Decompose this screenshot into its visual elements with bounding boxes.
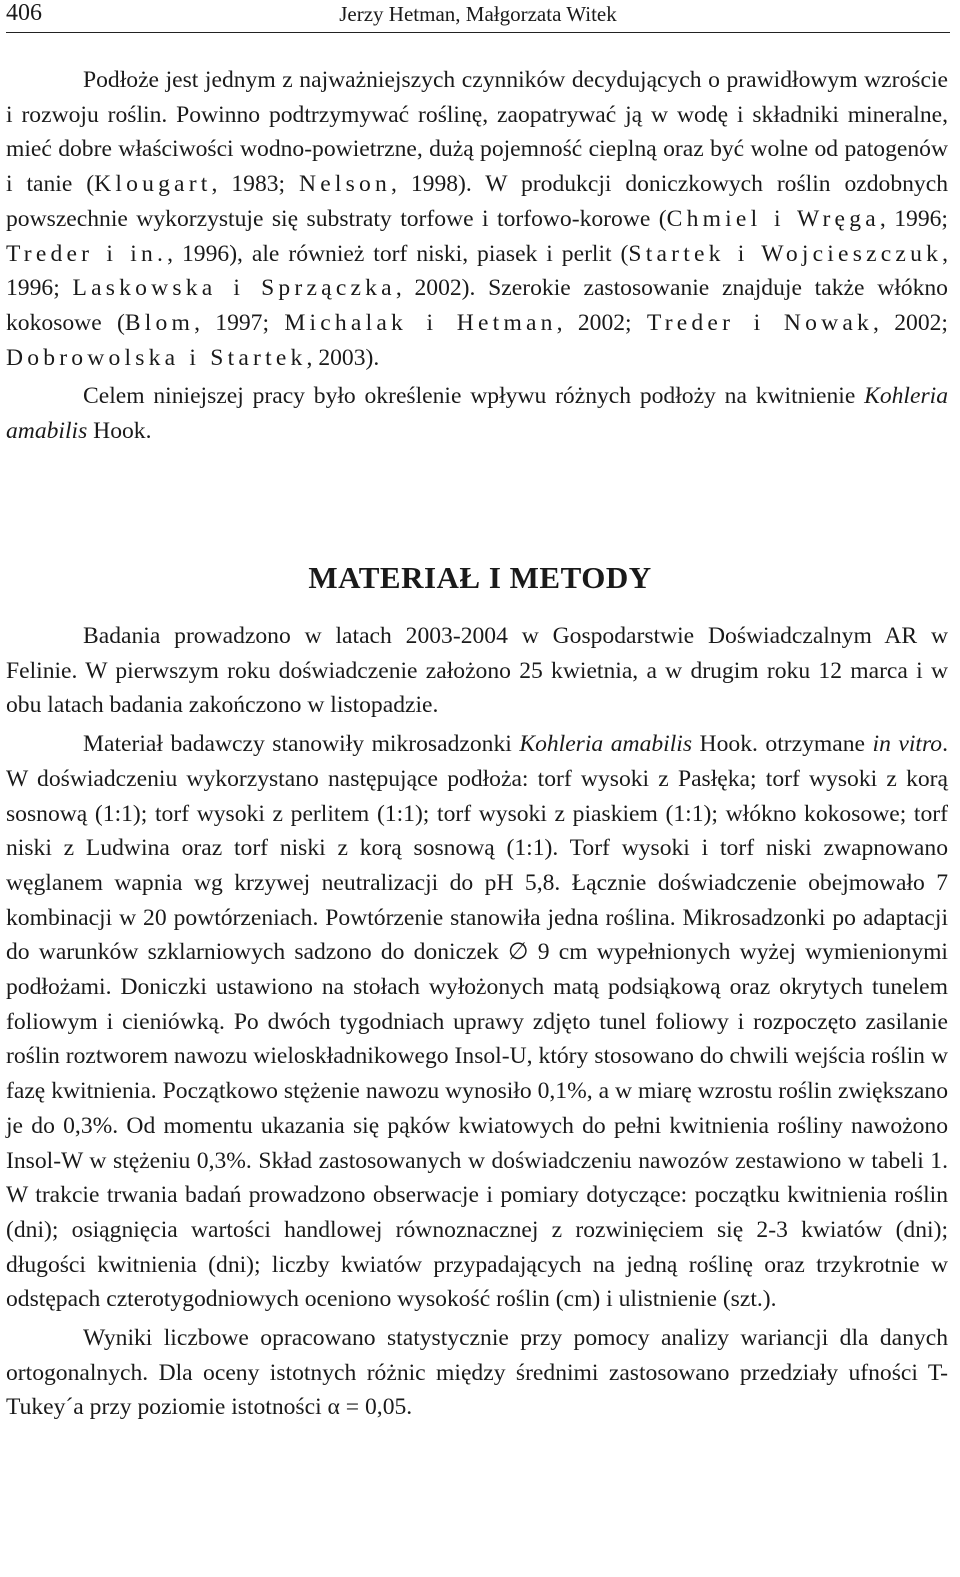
citation: Klougart <box>94 171 212 198</box>
citation: Nelson <box>299 171 392 198</box>
in-vitro-term: in vitro <box>872 731 943 758</box>
text-run: , 1996; <box>879 205 948 232</box>
citation: Startek i Wojcieszczuk <box>628 240 943 267</box>
section-heading: MATERIAŁ I METODY <box>308 560 652 595</box>
species-name: Kohleria amabilis <box>6 383 948 445</box>
text-run: , 1997; <box>194 309 285 336</box>
intro-paragraph-2 <box>6 379 948 448</box>
text-run: , 1998). W produkcji doniczkowych roślin ozdobnych powszechnie wykorzystuje się substraty torfowe i torfowo-korowe ( <box>6 171 948 232</box>
text-run: Celem niniejszej pracy było określenie wpływu różnych podłoży na kwitnienie <box>83 383 865 410</box>
methods-section <box>6 619 948 1425</box>
text-run: , 1996), ale również torf niski, piasek i perlit ( <box>167 240 629 267</box>
page-number: 406 <box>6 0 42 26</box>
citation: Blom <box>124 309 195 336</box>
methods-paragraph-3: Wyniki liczbowe opracowano statystycznie przy pomocy analizy wariancji dla danych ortogonalnych. Dla oceny istotnych różnic między średnimi zastosowano przedziały ufności T-Tukey´a przy poziomie istotności α = 0,05. <box>6 1325 948 1421</box>
text-run: , 2002; <box>873 309 948 336</box>
citation: Laskowska i Sprzączka <box>72 275 396 302</box>
text-run: , 1996; <box>6 240 949 302</box>
text-run: Hook. <box>87 418 152 445</box>
citation: Chmiel i Wręga <box>666 205 880 232</box>
citation: Treder i Nowak <box>646 309 874 336</box>
citation: Treder i in. <box>6 240 168 267</box>
text-run: Hook. otrzymane <box>692 731 873 758</box>
citation: Dobrowolska i Startek <box>6 344 307 371</box>
text-run: , 2003). <box>306 344 380 371</box>
intro-paragraph-1 <box>6 63 948 375</box>
methods-paragraph-1: Badania prowadzono w latach 2003-2004 w Gospodarstwie Doświadczalnym AR w Felinie. W pierwszym roku doświadczenie założono 25 kwietnia, a w drugim roku 12 marca i w obu latach badania zakończono w listopadzie. <box>6 623 948 719</box>
citation: Michalak i Hetman <box>284 309 557 336</box>
text-run: , 2002). Szerokie zastosowanie znajduje także włókno kokosowe ( <box>6 275 948 336</box>
text-run: Podłoże jest jednym z najważniejszych czynników decydujących o prawidłowym wzroście i rozwoju roślin. Powinno podtrzymywać roślinę, zaopatrywać ją w wodę i składniki mineralne, mieć dobre właściwości wodno-powietrzne, dużą pojemność cieplną oraz być wolne od patogenów i tanie ( <box>6 67 948 198</box>
text-run: Materiał badawczy stanowiły mikrosadzonki <box>83 731 520 758</box>
text-run: . W doświadczeniu wykorzystano następujące podłoża: torf wysoki z Pasłęka; torf wysoki z korą sosnową (1:1); torf wysoki z perlitem (1:1); torf wysoki z piaskiem (1:1); włókno kokosowe; torf niski z Ludwina oraz torf niski z korą sosnową (1:1). Torf wysoki i torf niski zwapnowano węglanem wapnia wg krzywej neutralizacji do pH 5,8. Łącznie doświadczenie obejmowało 7 kombinacji w 20 powtórzeniach. Powtórzenie stanowiła jedna roślina. Mikrosadzonki po adaptacji do warunków szklarniowych sadzono do doniczek ∅ 9 cm wypełnionych wyżej wymienionymi podłożami. Doniczki ustawiono na stołach wyłożonych matą podsiąkową oraz okrytych tunelem foliowym i cieniówką. Po dwóch tygodniach uprawy zdjęto tunel foliowy i rozpoczęto zasilanie roślin roztworem nawozu wieloskładnikowego Insol-U, który stosowano do chwili wejścia roślin w fazę kwitnienia. Początkowo stężenie nawozu wynosiło 0,1%, a w miarę wzrostu roślin zwiększano je do 0,3%. Od momentu ukazania się pąków kwiatowych do pełni kwitnienia rośliny nawożono Insol-W w stężeniu 0,3%. Skład zastosowanych w doświadczeniu nawozów zestawiono w tabeli 1. W trakcie trwania badań prowadzono obserwacje i pomiary dotyczące: początku kwitnienia roślin (dni); osiągnięcia wartości handlowej równoznacznej z rozwinięciem się 2-3 kwiatów (dni); długości kwitnienia (dni); liczby kwiatów przypadających na jedną roślinę oraz trzykrotnie w odstępach czterotygodniowych oceniono wysokość roślin (cm) i ulistnienie (szt.). <box>6 731 948 1313</box>
species-name: Kohleria amabilis <box>519 731 693 758</box>
page-header <box>6 0 950 33</box>
text-run: , 1983; <box>211 171 299 198</box>
text-run: , 2002; <box>556 309 647 336</box>
intro-section <box>6 63 948 449</box>
running-head: Jerzy Hetman, Małgorzata Witek <box>339 2 617 26</box>
methods-paragraph-2 <box>6 727 948 1317</box>
